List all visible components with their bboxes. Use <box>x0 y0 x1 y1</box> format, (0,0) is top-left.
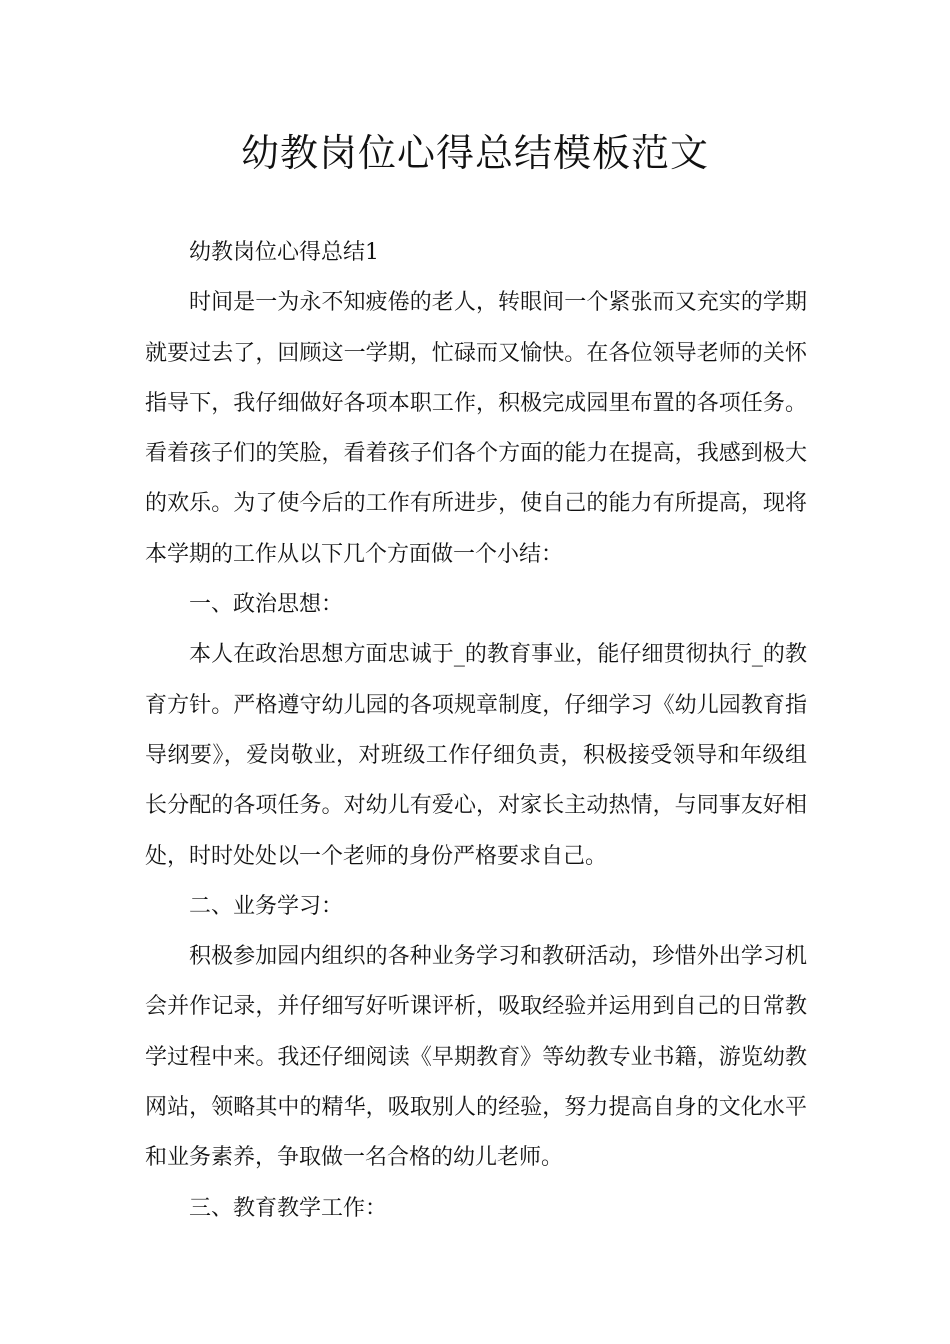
intro-paragraph: 时间是一为永不知疲倦的老人，转眼间一个紧张而又充实的学期就要过去了，回顾这一学期，忙碌而又愉快。在各位领导老师的关怀指导下，我仔细做好各项本职工作，积极完成园里布置的各项任务。看着孩子们的笑脸，看着孩子们各个方面的能力在提高，我感到极大的欢乐。为了使今后的工作有所进步，使自己的能力有所提高，现将本学期的工作从以下几个方面做一个小结： <box>145 290 807 567</box>
politics-paragraph: 本人在政治思想方面忠诚于_的教育事业，能仔细贯彻执行_的教育方针。严格遵守幼儿园的各项规章制度，仔细学习《幼儿园教育指导纲要》，爱岗敬业，对班级工作仔细负责，积极接受领导和年级组长分配的各项任务。对幼儿有爱心，对家长主动热情，与同事友好相处，时时处处以一个老师的身份严格要求自己。 <box>145 642 807 869</box>
section-heading-politics: 一、政治思想： <box>189 592 344 618</box>
study-paragraph: 积极参加园内组织的各种业务学习和教研活动，珍惜外出学习机会并作记录，并仔细写好听课评析，吸取经验并运用到自己的日常教学过程中来。我还仔细阅读《早期教育》等幼教专业书籍，游览幼教网站，领略其中的精华，吸取别人的经验，努力提高自身的文化水平和业务素养，争取做一名合格的幼儿老师。 <box>145 944 807 1171</box>
section-heading-summary-1: 幼教岗位心得总结1 <box>189 240 379 265</box>
document-body <box>145 228 807 1234</box>
section-heading-study: 二、业务学习： <box>189 893 344 919</box>
document-title: 幼教岗位心得总结模板范文 <box>240 131 709 175</box>
section-heading-teaching: 三、教育教学工作： <box>189 1195 388 1221</box>
